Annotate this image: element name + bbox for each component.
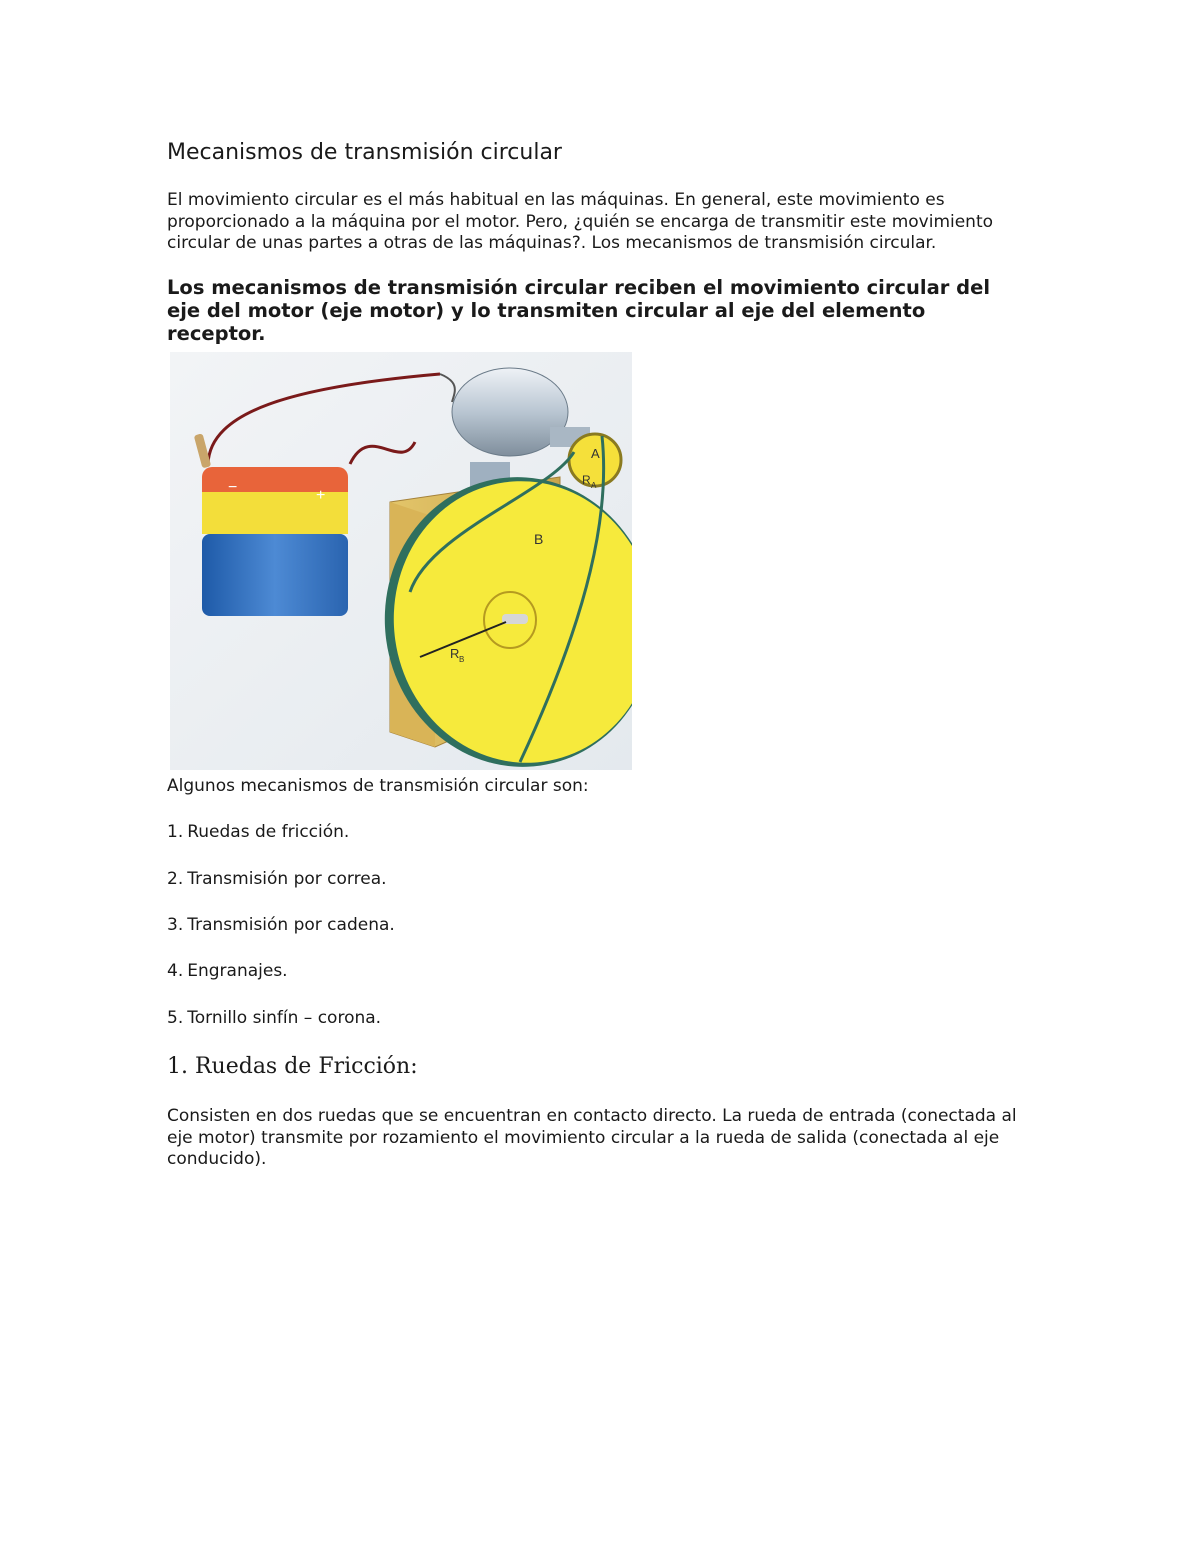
- list-item-text: Transmisión por correa.: [187, 869, 387, 889]
- list-item: [167, 961, 288, 981]
- list-item-number: 2.: [167, 869, 184, 889]
- battery-yellow-band: [202, 492, 348, 534]
- label-ra-sub: A: [591, 481, 597, 490]
- list-item-number: 4.: [167, 961, 184, 981]
- battery-minus-label: −: [228, 479, 238, 496]
- bold-paragraph: Los mecanismos de transmisión circular reciben el movimiento circular del eje del motor (eje motor) y lo transmiten circular al eje del elemento receptor.: [167, 276, 991, 345]
- motor-pulley-illustration: [170, 352, 632, 770]
- list-item-text: Engranajes.: [187, 961, 288, 981]
- list-item: [167, 869, 387, 889]
- label-ra: R: [582, 473, 591, 487]
- list-item: [167, 822, 349, 842]
- list-item-number: 5.: [167, 1008, 184, 1028]
- label-b: B: [534, 531, 544, 547]
- section-heading: 1. Ruedas de Fricción:: [167, 1054, 418, 1079]
- intro-paragraph: El movimiento circular es el más habitual en las máquinas. En general, este movimiento es proporcionado a la máquina por el motor. Pero, ¿quién se encarga de transmitir este movimiento circular de unas partes a otras de las máquinas?. Los mecanismos de transmisión circular.: [167, 190, 994, 253]
- list-item-text: Transmisión por cadena.: [187, 915, 395, 935]
- label-rb-sub: B: [459, 655, 465, 664]
- list-item-number: 3.: [167, 915, 184, 935]
- list-item: [167, 915, 395, 935]
- battery-plus-label: +: [316, 487, 326, 504]
- list-item-text: Ruedas de fricción.: [187, 822, 350, 842]
- section-paragraph: Consisten en dos ruedas que se encuentran en contacto directo. La rueda de entrada (conectada al eje motor) transmite por rozamiento el movimiento circular a la rueda de salida (conectada al eje conducido).: [167, 1106, 1017, 1169]
- list-item-number: 1.: [167, 822, 184, 842]
- label-a: A: [591, 446, 600, 461]
- page-title: Mecanismos de transmisión circular: [167, 140, 562, 165]
- battery-body: [202, 534, 348, 616]
- label-rb: R: [450, 646, 460, 661]
- list-item-text: Tornillo sinfín – corona.: [187, 1008, 382, 1028]
- list-item: [167, 1008, 381, 1028]
- list-intro: Algunos mecanismos de transmisión circular son:: [167, 776, 589, 796]
- transmission-figure: [170, 352, 632, 770]
